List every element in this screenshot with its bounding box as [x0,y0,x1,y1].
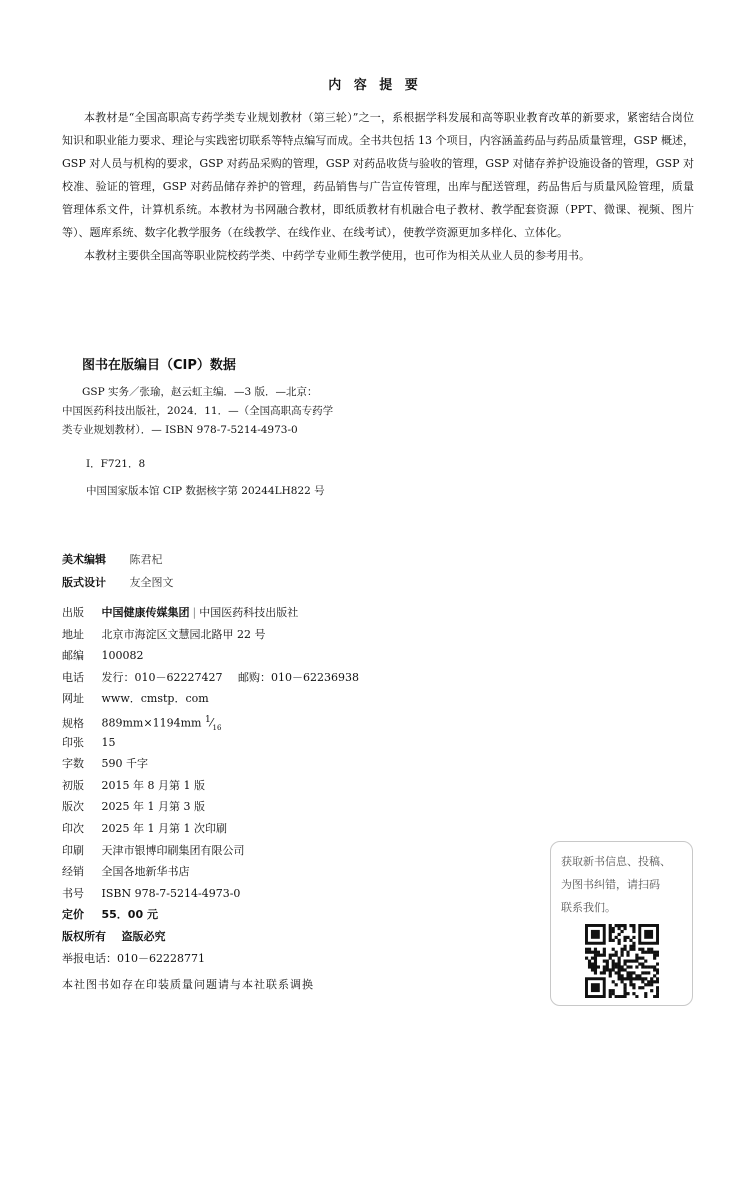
isbn-value: ISBN 978-7-5214-4973-0 [101,886,241,900]
summary-text [62,106,694,267]
website-row [62,688,359,710]
rights-value: 盗版必究 [121,929,166,943]
spec-row [62,710,359,732]
sheets-label: 印张 [62,735,84,749]
isbn-label: 书号 [62,886,84,900]
summary-paragraph-1: 本教材是“全国高职高专药学类专业规划教材（第三轮）”之一，系根据学科发展和高等职业教育改革的新要求，紧密结合岗位知识和职业能力要求、理论与实践密切联系等特点编写而成。全书共包括 13 个项目，内容涵盖药品与药品质量管理，GSP 概述，GSP 对人员与机构的要求，GSP 对药品采购的管理，GSP 对药品收货与验收的管理，GSP 对储存养护设施设备的管理，GSP 对校准、验证的管理，GSP 对药品储存养护的管理，药品销售与广告宣传管理，出库与配送管理，药品售后与质量风险管理，质量管理体系文件，计算机系统。本教材为书网融合教材，即纸质教材有机融合电子教材、教学配套资源（PPT、微课、视频、图片等）、题库系统、数字化教学服务（在线教学、在线作业、在线考试），使教学资源更加多样化、立体化。 [62,111,694,239]
phone-row [62,667,359,689]
distributor-label: 经销 [62,865,84,879]
quality-notice: 本社图书如存在印装质量问题请与本社联系调换 [62,978,314,991]
qr-card-line-1: 获取新书信息、投稿、 [561,855,671,868]
first-edition-row [62,775,359,797]
publisher-name: 中国医药科技出版社 [199,606,299,619]
qr-contact-card [550,841,693,1006]
spec-label: 规格 [62,716,84,730]
sheets-value: 15 [101,735,116,749]
edition-value: 2025 年 1 月第 3 版 [101,800,205,814]
postcode-row [62,645,359,667]
art-editor-row [62,548,174,571]
publisher-label: 出版 [62,606,84,619]
postcode-value: 100082 [101,649,144,663]
summary-paragraph-2: 本教材主要供全国高等职业院校药学类、中药学专业师生教学使用，也可作为相关从业人员的参考用书。 [84,249,590,262]
spec-fraction-num: 1 [204,714,211,725]
phone-mail: 邮购：010－62236938 [237,670,359,684]
cip-record-number: 中国国家版本馆 CIP 数据核字第 20244LH822 号 [86,485,325,497]
qr-code-icon[interactable] [585,924,659,998]
publisher-row [62,602,359,624]
art-editor-label: 美术编辑 [62,553,106,566]
words-row [62,753,359,775]
qr-code-graphic[interactable] [585,924,659,998]
impression-label: 印次 [62,821,84,835]
summary-title: 内 容 提 要 [328,78,422,93]
website-label: 网址 [62,692,84,706]
cip-classification: Ⅰ．F721．8 [86,458,146,470]
spec-size: 889mm×1194mm [101,716,202,730]
words-value: 590 千字 [101,757,148,771]
rights-row [62,926,359,948]
address-value: 北京市海淀区文慧园北路甲 22 号 [101,627,266,641]
address-row [62,624,359,646]
impression-value: 2025 年 1 月第 1 次印刷 [101,821,227,835]
spec-fraction-slash: ⁄ [210,716,213,730]
printer-value: 天津市银博印刷集团有限公司 [101,843,245,857]
isbn-row [62,883,359,905]
price-label: 定价 [62,908,84,922]
report-row [62,948,359,970]
impression-row [62,818,359,840]
address-label: 地址 [62,627,84,641]
cip-line-1: GSP 实务／张瑜，赵云虹主编．—3 版．—北京： [82,386,318,398]
spec-value [102,710,222,739]
price-row [62,904,359,926]
first-edition-label: 初版 [62,778,84,792]
rights-label: 版权所有 [62,929,106,943]
divider: | [192,606,197,619]
phone-label: 电话 [62,670,84,684]
distributor-value: 全国各地新华书店 [101,865,190,879]
colophon [62,602,359,969]
cip-title: 图书在版编目（CIP）数据 [82,358,236,373]
cip-record [62,383,382,440]
qr-card-line-3: 联系我们。 [561,901,616,914]
art-editor-value: 陈君杞 [129,553,163,566]
words-label: 字数 [62,757,84,771]
distributor-row [62,861,359,883]
spec-fraction-den: 16 [212,723,222,732]
editors-block [62,548,174,594]
first-edition-value: 2015 年 8 月第 1 版 [101,778,205,792]
printer-row [62,840,359,862]
price-value: 55．00 元 [101,908,158,922]
report-phone: 举报电话：010－62228771 [62,951,205,965]
printer-label: 印刷 [62,843,84,857]
layout-design-value: 友全图文 [129,576,174,589]
website-value: www．cmstp．com [101,692,209,706]
phone-issue: 发行：010－62227427 [101,670,223,684]
cip-line-3: 类专业规划教材）．— ISBN 978-7-5214-4973-0 [62,424,298,436]
cip-line-2: 中国医药科技出版社，2024．11．—（全国高职高专药学 [62,405,334,417]
postcode-label: 邮编 [62,649,84,663]
edition-row [62,796,359,818]
publisher-group: 中国健康传媒集团 [101,606,190,619]
layout-design-row [62,571,174,594]
edition-label: 版次 [62,800,84,814]
layout-design-label: 版式设计 [62,576,106,589]
qr-card-line-2: 为图书纠错，请扫码 [561,878,660,891]
